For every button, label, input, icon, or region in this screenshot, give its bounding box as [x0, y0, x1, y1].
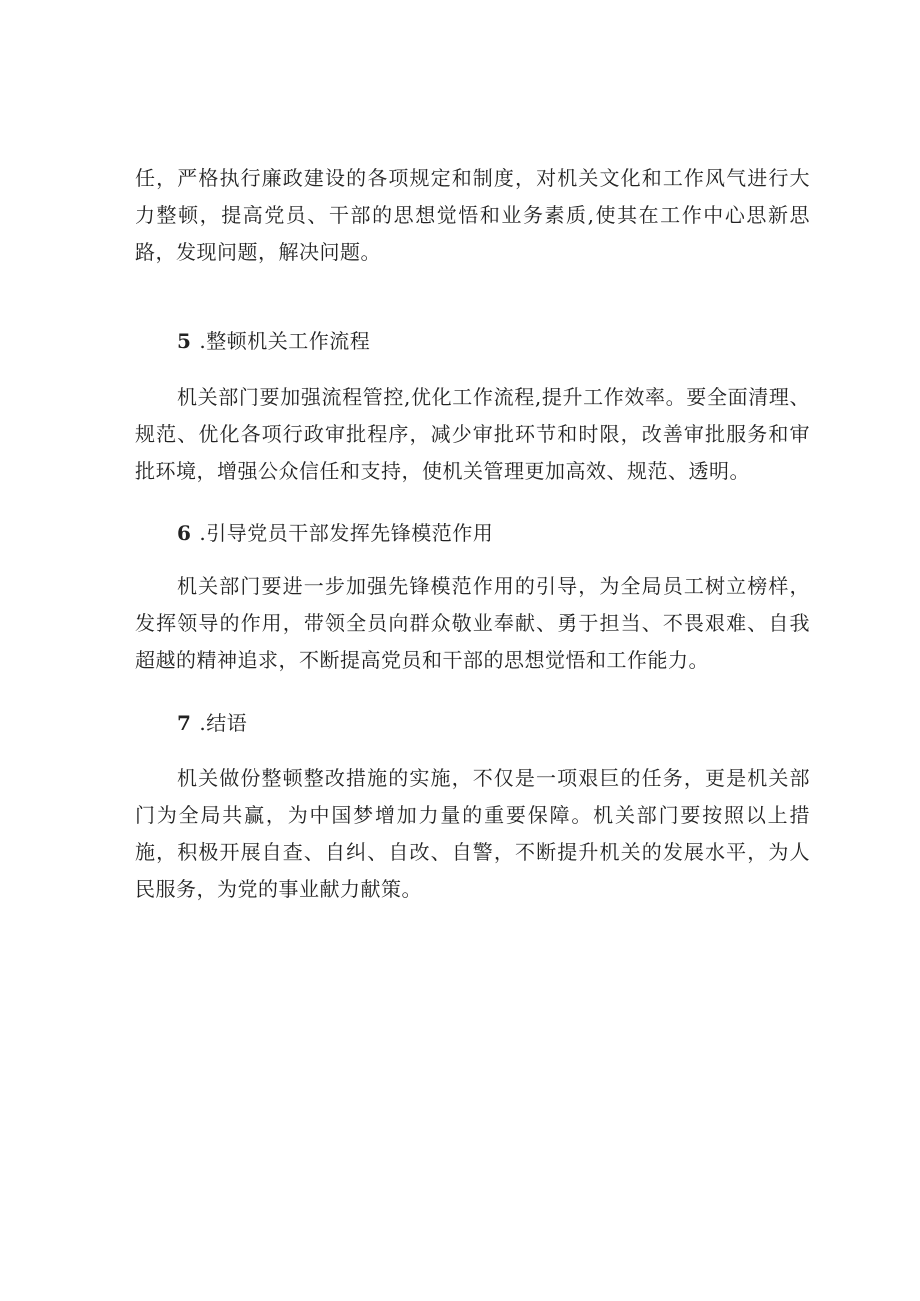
- paragraph-section-6: 机关部门要进一步加强先锋模范作用的引导，为全局员工树立榜样，发挥领导的作用，带领全员向群众敬业奉献、勇于担当、不畏艰难、自我超越的精神追求，不断提高党员和干部的思想觉悟和工作能力。: [135, 574, 810, 672]
- section-title: .结语: [199, 711, 248, 735]
- section-number: 7: [177, 711, 192, 735]
- paragraph-section-5: 机关部门要加强流程管控,优化工作流程,提升工作效率。要全面清理、规范、优化各项行政审批程序，减少审批环节和时限，改善审批服务和审批环境，增强公众信任和支持，使机关管理更加高效、规范、透明。: [135, 385, 810, 483]
- paragraph-section-7: 机关做份整顿整改措施的实施，不仅是一项艰巨的任务，更是机关部门为全局共赢，为中国梦增加力量的重要保障。机关部门要按照以上措施，积极开展自查、自纠、自改、自警，不断提升机关的发展水平，为人民服务，为党的事业献力献策。: [135, 766, 810, 901]
- section-heading-7: [177, 705, 777, 742]
- paragraph-continuation: 任，严格执行廉政建设的各项规定和制度，对机关文化和工作风气进行大力整顿，提高党员、干部的思想觉悟和业务素质,使其在工作中心思新思路，发现问题，解决问题。: [135, 166, 810, 264]
- section-heading-6: [177, 515, 777, 552]
- section-number: 5: [177, 329, 192, 353]
- section-title: .整顿机关工作流程: [199, 329, 371, 353]
- section-number: 6: [177, 521, 192, 545]
- section-heading-5: [177, 323, 777, 360]
- section-title: .引导党员干部发挥先锋模范作用: [199, 521, 494, 545]
